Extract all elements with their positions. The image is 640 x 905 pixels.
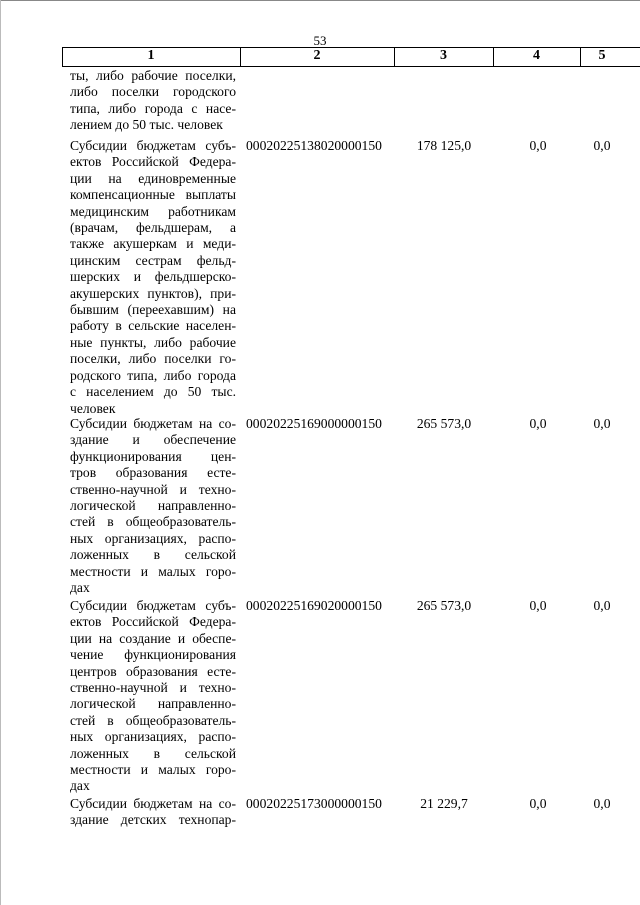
description-line: ственно-научной и техно- (70, 481, 236, 497)
description-line: здание детских технопар- (70, 812, 236, 828)
description-line: здание и обеспечение (70, 432, 236, 448)
description-line: типа, либо города с насе- (70, 100, 236, 116)
description-line: ектов Российской Федера- (70, 614, 236, 630)
description-line: стей в общеобразователь- (70, 514, 236, 530)
amount-col4: 0,0 (529, 796, 547, 811)
description-line: местности и малых горо- (70, 762, 236, 778)
description-line: бывшим (переехавшим) на (70, 302, 236, 318)
description-line: ложенных в сельской (70, 547, 236, 563)
description-line: тров образования есте- (70, 465, 236, 481)
description-line: чение функционирования (70, 647, 236, 663)
row-description (70, 416, 236, 596)
description-line: ных организациях, распо- (70, 530, 236, 546)
amount-col5: 0,0 (593, 598, 611, 613)
budget-code: 00020225173000000150 (246, 796, 382, 811)
budget-code: 00020225169020000150 (246, 598, 382, 613)
description-line: медицинским работникам (70, 203, 236, 219)
amount-col3: 21 229,7 (420, 796, 468, 811)
description-line: ложенных в сельской (70, 745, 236, 761)
amount-col5: 0,0 (593, 796, 611, 811)
description-line: ты, либо рабочие поселки, (70, 68, 236, 83)
description-line: также акушеркам и меди- (70, 236, 236, 252)
description-line: логической направленно- (70, 696, 236, 712)
description-line: дах (70, 778, 90, 794)
description-line: ных организациях, распо- (70, 729, 236, 745)
column-number-5: 5 (598, 48, 606, 63)
column-number-2: 2 (313, 48, 321, 63)
description-line: ектов Российской Федера- (70, 154, 236, 170)
description-line: с населением до 50 тыс. (70, 384, 236, 400)
column-number-1: 1 (147, 48, 155, 63)
description-line: (врачам, фельдшерам, а (70, 220, 236, 236)
column-number-3: 3 (440, 48, 447, 63)
description-line: акушерских пунктов), при- (70, 285, 236, 301)
amount-col4: 0,0 (529, 416, 547, 431)
description-line: Субсидии бюджетам субъ- (70, 138, 236, 153)
page-number: 53 (313, 33, 327, 48)
description-line: функционирования цен- (70, 448, 236, 464)
page-left-edge (0, 0, 1, 905)
description-line: родского типа, либо города (70, 367, 236, 383)
description-line: человек (70, 400, 116, 416)
budget-code: 00020225138020000150 (246, 138, 382, 153)
description-line: компенсационные выплаты (70, 187, 236, 203)
amount-col3: 265 573,0 (416, 598, 472, 613)
description-line: ственно-научной и техно- (70, 680, 236, 696)
description-line: цинским сестрам фельд- (70, 252, 236, 268)
description-line: дах (70, 580, 90, 596)
amount-col3: 265 573,0 (416, 416, 472, 431)
row-description (70, 138, 236, 417)
amount-col3: 178 125,0 (416, 138, 472, 153)
row-description (70, 68, 236, 134)
description-line: местности и малых горо- (70, 563, 236, 579)
description-line: стей в общеобразователь- (70, 712, 236, 728)
table-header-border (62, 66, 640, 67)
page-top-edge (0, 0, 640, 1)
row-description (70, 796, 236, 829)
description-line: шерских и фельдшерско- (70, 269, 236, 285)
column-number-4: 4 (533, 48, 540, 63)
amount-col5: 0,0 (593, 138, 611, 153)
description-line: центров образования есте- (70, 663, 236, 679)
amount-col4: 0,0 (529, 598, 547, 613)
amount-col4: 0,0 (529, 138, 547, 153)
description-line: лением до 50 тыс. человек (70, 117, 223, 133)
description-line: ции на единовременные (70, 170, 236, 186)
description-line: поселки, либо поселки го- (70, 351, 236, 367)
description-line: Субсидии бюджетам субъ- (70, 598, 236, 613)
description-line: Субсидии бюджетам на со- (70, 416, 236, 431)
description-line: либо поселки городского (70, 84, 236, 100)
description-line: работу в сельские населен- (70, 318, 236, 334)
description-line: ции на создание и обеспе- (70, 630, 236, 646)
amount-col5: 0,0 (593, 416, 611, 431)
row-description (70, 598, 236, 795)
description-line: Субсидии бюджетам на со- (70, 796, 236, 811)
budget-code: 00020225169000000150 (246, 416, 382, 431)
description-line: логической направленно- (70, 498, 236, 514)
description-line: ные пункты, либо рабочие (70, 334, 236, 350)
